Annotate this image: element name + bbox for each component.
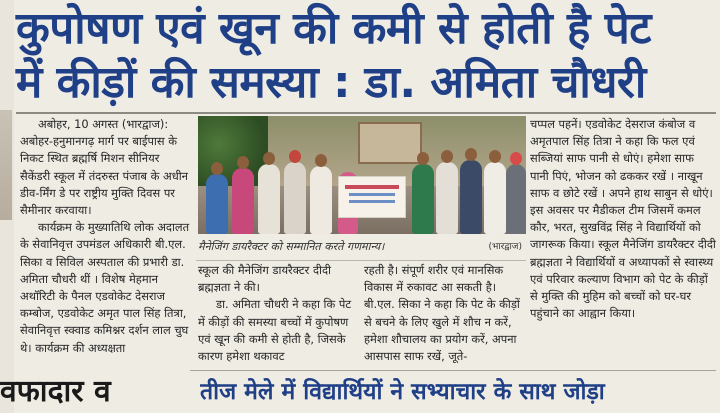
dateline: अबोहर, 10 अगस्त (भारद्वाज):	[38, 117, 169, 131]
adjacent-article-edge	[0, 0, 14, 413]
column-1-paragraph-1: अबोहर-हनुमानगढ़ मार्ग पर बाईपास के निकट स्थित ब्रह्मर्षि मिशन सीनियर सैकेंडरी स्कूल में तंदरुस्त पंजाब के अधीन डीव-र्मिंग डे पर राष्ट्रीय मुक्ति दिवस पर सैमीनार करवाया।	[20, 134, 188, 218]
column-2-paragraph-1: स्कूल की मैनेजिंग डायरैक्टर दीदी ब्रह्मज्ञता ने की।	[198, 263, 331, 295]
photo-caption-text: मैनेजिंग डायरैक्टर को सम्मानित करते गणमान्य।	[198, 240, 385, 253]
headline-line-2: में कीड़ों की समस्या : डा. अमिता चौधरी	[16, 57, 646, 108]
column-1-paragraph-2: कार्यक्रम के मुख्यातिथि लोक अदालत के सेवानिवृत्त उपमंडल अधिकारी बी.एल. सिका व सिविल अस्पताल की प्रभारी डा. अमिता चौधरी थीं । विशेष मेहमान अथॉरिटी के पैनल एडवोकेट देसराज कम्बोज, एडवोकेट अमृत पाल सिंह तित्रा, सेवानिवृत्त स्क्वाड कमिश्नर दर्शन लाल चुघ थे। कार्यक्रम की अध्यक्षता	[20, 220, 190, 355]
footer-divider	[190, 370, 716, 371]
column-2-paragraph-2: डा. अमिता चौधरी ने कहा कि पेट में कीड़ों की समस्या बच्चों में कुपोषण एवं खून की कमी से होती है, जिसके कारण हमेशा थकावट	[198, 297, 352, 364]
photo-caption	[198, 236, 526, 258]
adjacent-headline-fragment: वफादार व	[0, 374, 111, 409]
adjacent-article-image-fragment	[0, 110, 12, 220]
event-photo	[198, 116, 526, 234]
photo-credit: (भारद्वाज)	[488, 242, 522, 252]
column-3-paragraph-1: रहती है। संपूर्ण शरीर एवं मानसिक विकास में रुकावट आ सकती है। बी.एल. सिका ने कहा कि पेट के कीड़ों से बचने के लिए खुले में शौच न करें, हमेशा शौचालय का प्रयोग करें, अपना आसपास साफ रखें, जूते-	[364, 263, 520, 364]
award-certificate-graphic	[338, 176, 406, 218]
headline-line-1: कुपोषण एवं खून की कमी से होती है पेट	[16, 3, 651, 54]
article-column-1	[20, 116, 192, 378]
column-4-paragraph-1: चप्पल पहनें। एडवोकेट देसराज कंबोज व अमृतपाल सिंह तित्रा ने कहा कि फल एवं सब्जियां साफ पानी से धोएं। हमेशा साफ पानी पिएं, भोजन को ढककर रखें । नाखून साफ व छोटे रखें । अपने हाथ साबुन से धोएं। इस अवसर पर मैडीकल टीम जिसमें कमल कौर, भरत, सुखविंद्र सिंह ने विद्यार्थियों को जागरूक किया। स्कूल मैनेजिंग डायरैक्टर दीदी ब्रह्मज्ञता ने विद्यार्थियों व अध्यापकों से स्वास्थ्य एवं परिवार कल्याण विभाग को पेट के कीड़ों से मुक्ति की मुहिम को बच्चों को घर-घर पहुंचाने का आह्वान किया।	[530, 117, 716, 321]
article-column-3	[364, 262, 528, 366]
headline-divider	[16, 112, 716, 114]
next-article-headline: तीज मेले में विद्यार्थियों ने सभ्याचार के साथ जोड़ा	[200, 379, 605, 405]
article-column-2	[198, 262, 360, 366]
caption-divider	[196, 260, 526, 261]
article-column-4	[530, 116, 716, 378]
